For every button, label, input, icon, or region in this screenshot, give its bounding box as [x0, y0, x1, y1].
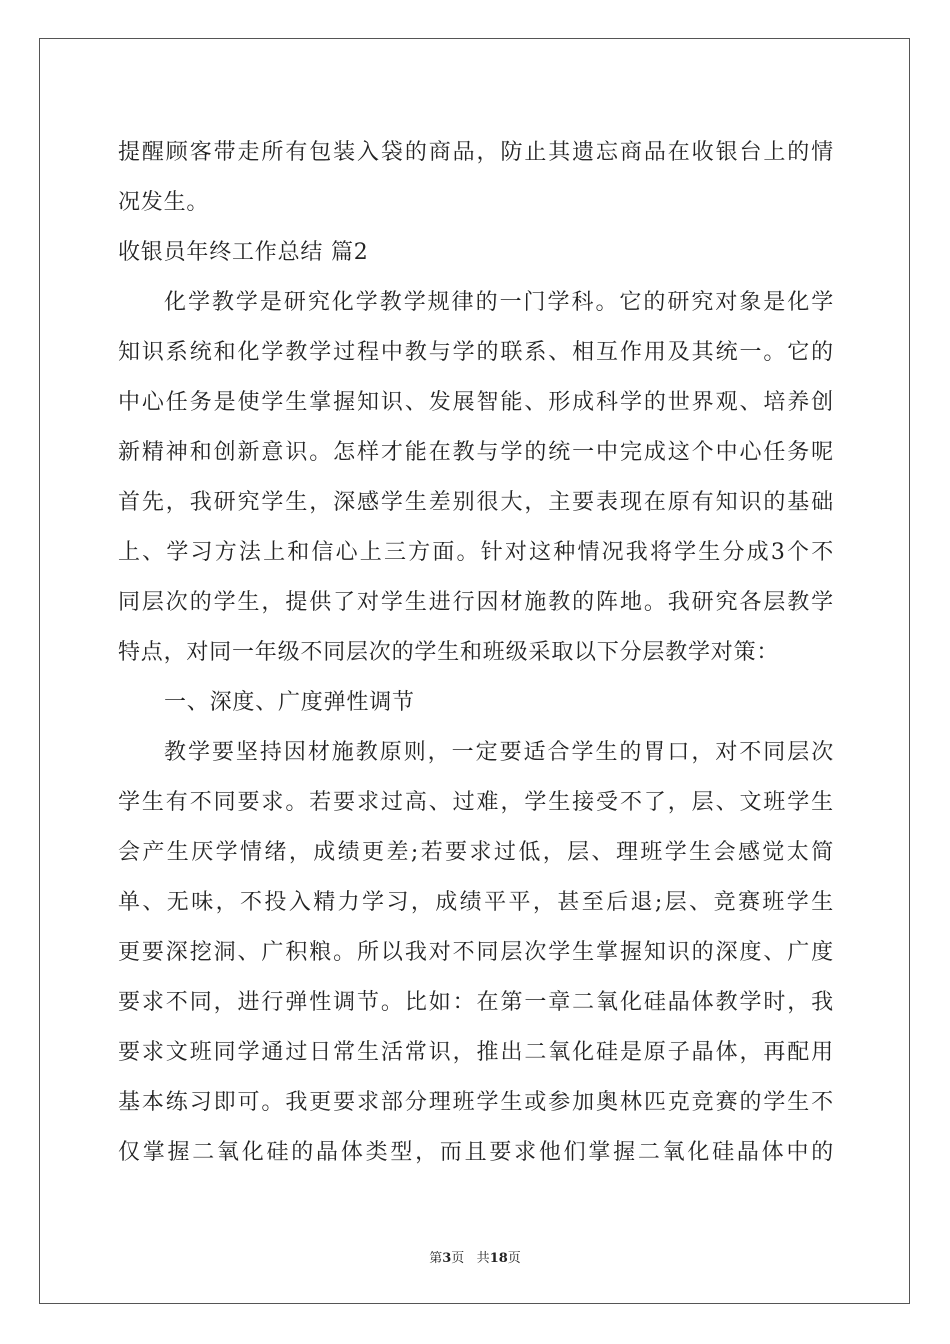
text-line: 单、无味，不投入精力学习，成绩平平，甚至后退;层、竞赛班学生: [118, 890, 834, 915]
text-line: 学生有不同要求。若要求过高、过难，学生接受不了，层、文班学生: [118, 790, 834, 815]
text-line: 新精神和创新意识。怎样才能在教与学的统一中完成这个中心任务呢: [118, 440, 834, 465]
text-line: 知识系统和化学教学过程中教与学的联系、相互作用及其统一。它的: [118, 340, 834, 365]
section-heading: 收银员年终工作总结 篇2: [118, 240, 369, 265]
text-line: 特点，对同一年级不同层次的学生和班级采取以下分层教学对策：: [118, 640, 780, 665]
text-line: 况发生。: [118, 190, 210, 215]
text-line: 会产生厌学情绪，成绩更差;若要求过低，层、理班学生会感觉太简: [118, 840, 834, 865]
text-line: 要求文班同学通过日常生活常识，推出二氧化硅是原子晶体，再配用: [118, 1040, 834, 1065]
text-line: 上、学习方法上和信心上三方面。针对这种情况我将学生分成3个不: [118, 540, 834, 565]
text-line: 更要深挖洞、广积粮。所以我对不同层次学生掌握知识的深度、广度: [118, 940, 834, 965]
total-pages-number: 18: [489, 1251, 508, 1266]
text-line: 提醒顾客带走所有包装入袋的商品，防止其遗忘商品在收银台上的情: [118, 140, 834, 165]
text-line: 仅掌握二氧化硅的晶体类型，而且要求他们掌握二氧化硅晶体中的: [118, 1140, 834, 1165]
text-line: 首先，我研究学生，深感学生差别很大，主要表现在原有知识的基础: [118, 490, 834, 515]
text-line: 同层次的学生，提供了对学生进行因材施教的阵地。我研究各层教学: [118, 590, 834, 615]
text-line: 化学教学是研究化学教学规律的一门学科。它的研究对象是化学: [164, 290, 834, 315]
page-footer: [0, 1247, 950, 1266]
document-body: [118, 128, 834, 1178]
text-line: 要求不同，进行弹性调节。比如：在第一章二氧化硅晶体教学时，我: [118, 990, 834, 1015]
text-line: 中心任务是使学生掌握知识、发展智能、形成科学的世界观、培养创: [118, 390, 834, 415]
current-page-number: 3: [442, 1251, 452, 1266]
text-line: 一、深度、广度弹性调节: [164, 690, 415, 715]
text-line: 基本练习即可。我更要求部分理班学生或参加奥林匹克竞赛的学生不: [118, 1090, 834, 1115]
footer-total-suffix: 页: [507, 1251, 521, 1266]
text-line: 教学要坚持因材施教原则，一定要适合学生的胃口，对不同层次: [164, 740, 834, 765]
footer-total-prefix: 共: [476, 1251, 490, 1266]
footer-prefix: 第: [429, 1251, 443, 1266]
footer-page-suffix: 页: [451, 1251, 465, 1266]
